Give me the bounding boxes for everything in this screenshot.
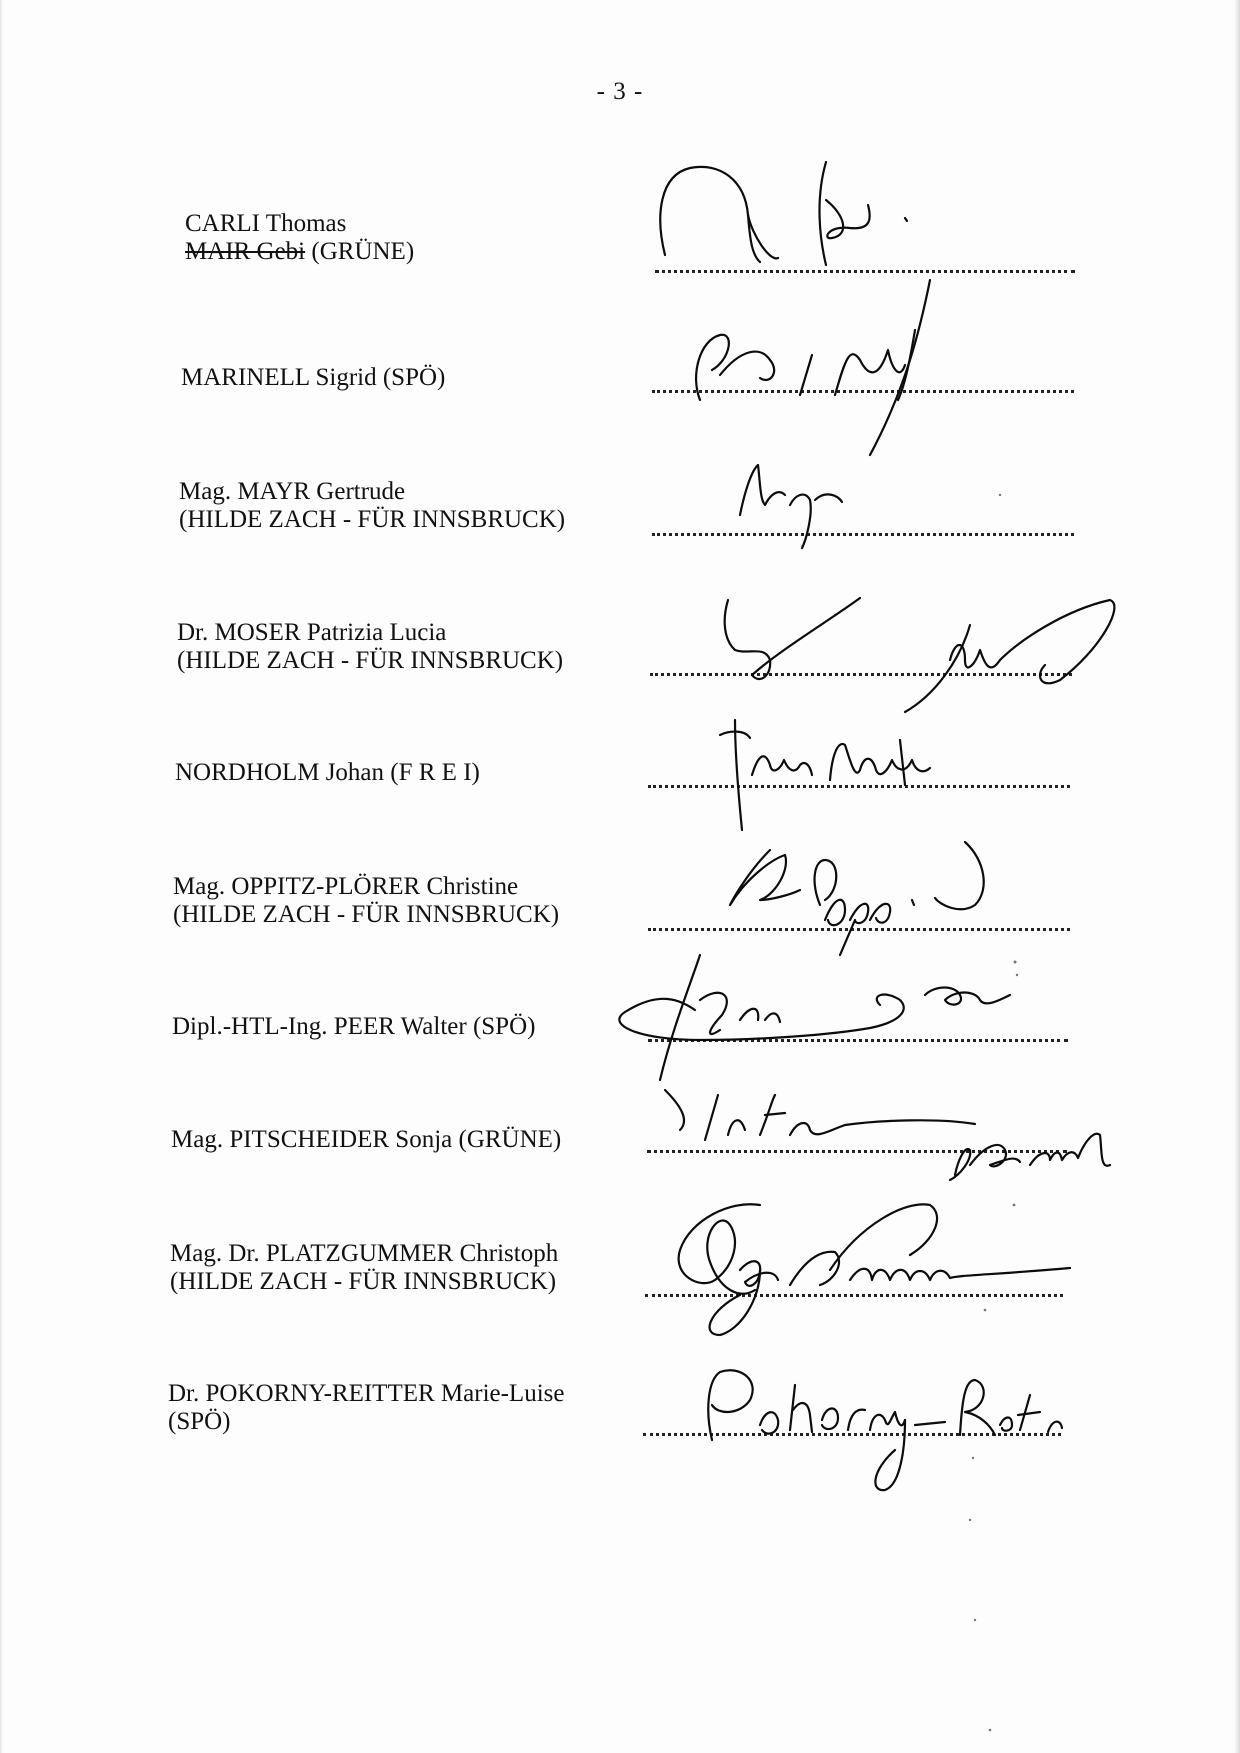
signature-line xyxy=(655,270,1075,273)
signature-line xyxy=(645,1294,1063,1297)
page-number: - 3 - xyxy=(596,78,644,105)
signatory-entry-nordholm xyxy=(175,759,480,787)
signatory-entry-platzgummer xyxy=(170,1240,558,1296)
signature-line xyxy=(652,390,1074,393)
signature-carli xyxy=(660,162,907,265)
signature-peer xyxy=(619,955,1010,1080)
signatory-party: (GRÜNE) xyxy=(311,238,415,265)
signatory-name: MARINELL Sigrid (SPÖ) xyxy=(181,364,446,391)
signature-pokorny-reitter xyxy=(708,1370,1062,1490)
scan-specks xyxy=(969,494,1018,1732)
signatory-name: Dr. MOSER Patrizia Lucia xyxy=(177,619,447,646)
scan-edge-right xyxy=(1234,0,1240,1753)
signatory-party: (HILDE ZACH - FÜR INNSBRUCK) xyxy=(173,901,560,928)
signature-line xyxy=(643,1433,1061,1436)
signatory-party: (HILDE ZACH - FÜR INNSBRUCK) xyxy=(179,506,566,533)
signature-line xyxy=(648,928,1070,931)
signature-line xyxy=(648,785,1070,788)
signature-moser xyxy=(725,598,1115,712)
signatory-name: Mag. OPPITZ-PLÖRER Christine xyxy=(173,873,519,900)
signature-oppitz-ploerer xyxy=(730,842,984,955)
signatory-name: CARLI Thomas xyxy=(185,210,347,237)
signature-line xyxy=(648,1039,1068,1042)
signatory-name: Mag. PITSCHEIDER Sonja (GRÜNE) xyxy=(171,1126,562,1153)
signatory-party: (SPÖ) xyxy=(168,1408,231,1435)
signatory-entry-carli xyxy=(185,210,414,266)
signatory-name: Dr. POKORNY-REITTER Marie-Luise xyxy=(168,1380,565,1407)
signatory-name: Dipl.-HTL-Ing. PEER Walter (SPÖ) xyxy=(172,1013,536,1040)
signatory-entry-pitscheider xyxy=(171,1126,561,1154)
signatory-entry-marinell xyxy=(181,364,445,392)
signatory-party-line xyxy=(185,238,414,266)
signatory-party: (HILDE ZACH - FÜR INNSBRUCK) xyxy=(170,1268,557,1295)
signature-line xyxy=(650,673,1072,676)
signatory-party: (HILDE ZACH - FÜR INNSBRUCK) xyxy=(177,647,564,674)
signatory-name: NORDHOLM Johan (F R E I) xyxy=(175,759,480,786)
signatory-name: Mag. Dr. PLATZGUMMER Christoph xyxy=(170,1240,559,1267)
signature-pitscheider xyxy=(665,1090,975,1140)
signatory-entry-oppitz-ploerer xyxy=(173,873,559,929)
scan-edge-left xyxy=(0,0,3,1753)
signatory-entry-mayr xyxy=(179,478,565,534)
signature-line xyxy=(652,533,1074,536)
signature-nordholm xyxy=(720,720,930,830)
signature-marinell xyxy=(696,280,930,455)
signatory-entry-pokorny-reitter xyxy=(168,1380,564,1436)
signatory-entry-peer xyxy=(172,1013,535,1041)
signature-line xyxy=(647,1150,1067,1153)
struck-name: MAIR Gebi xyxy=(185,238,306,265)
signatory-name: Mag. MAYR Gertrude xyxy=(179,478,406,505)
signature-platzgummer xyxy=(679,1134,1110,1335)
signatory-entry-moser xyxy=(177,619,563,675)
